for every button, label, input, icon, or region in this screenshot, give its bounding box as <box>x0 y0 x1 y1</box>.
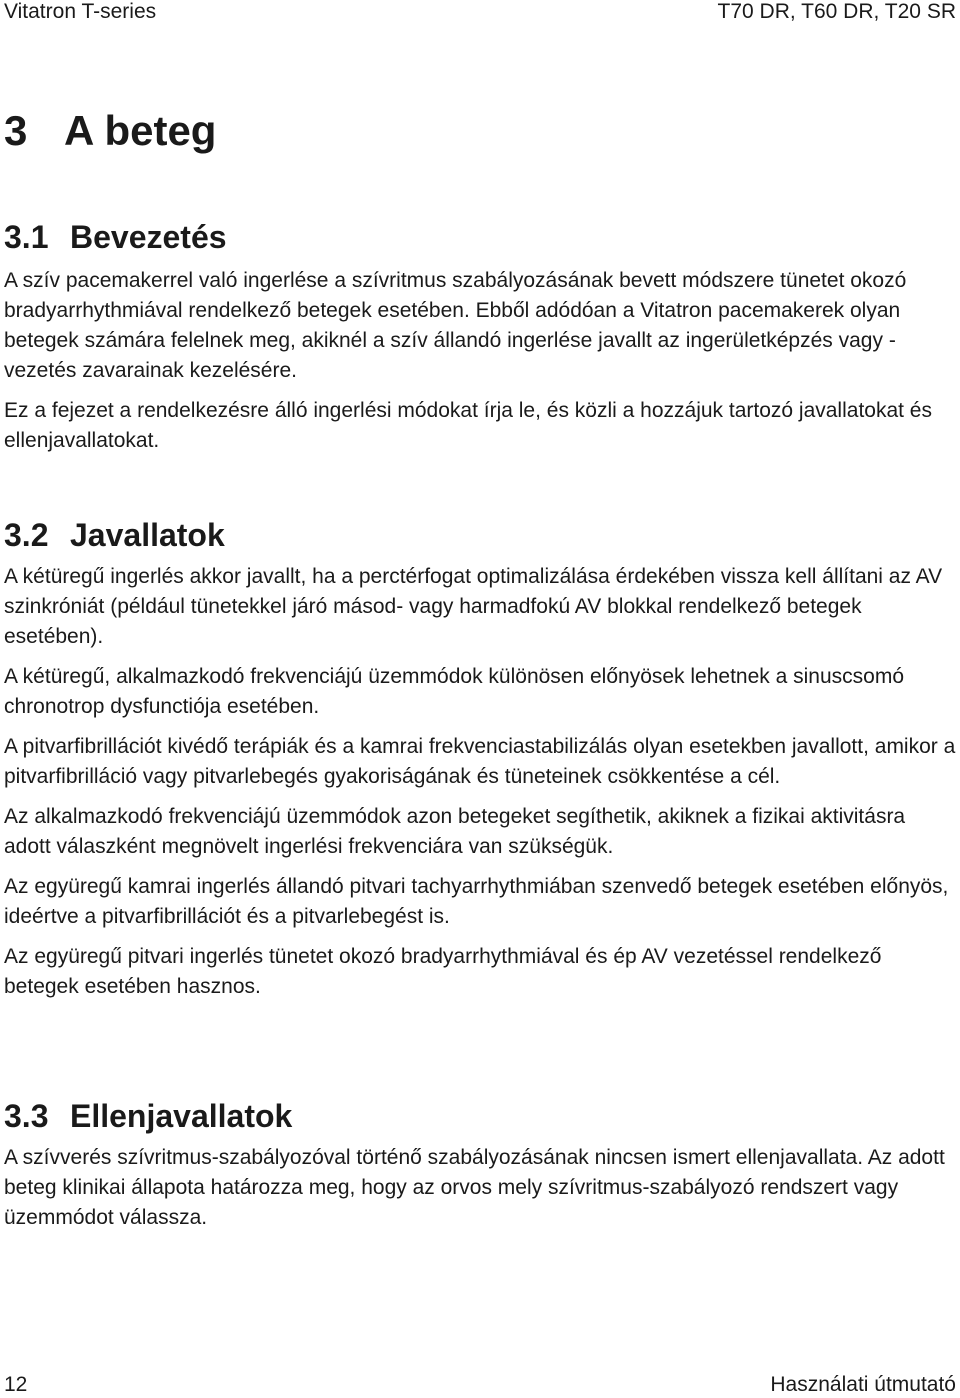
section-javallatok <box>4 515 956 1002</box>
body-paragraph: A kétüregű, alkalmazkodó frekvenciájú üzemmódok különösen előnyösek lehetnek a sinuscsomó chronotrop dysfunctiója esetében. <box>4 665 905 718</box>
section-heading <box>4 217 956 257</box>
section-number: 3.1 <box>4 219 49 255</box>
header-model-list: T70 DR, T60 DR, T20 SR <box>717 0 956 23</box>
section-heading <box>4 1096 956 1136</box>
body-paragraph: Ez a fejezet a rendelkezésre álló ingerlési módokat írja le, és közli a hozzájuk tartozó javallatokat és ellenjavallatokat. <box>4 399 932 452</box>
body-paragraph: A szív pacemakerrel való ingerlése a szívritmus szabályozásának bevett módszere tünetet okozó bradyarrhythmiával rendelkező betegek esetében. Ebből adódóan a Vitatron pacemakerek olyan betegek számára felelnek meg, akiknél a szív állandó ingerlése javallt az ingerületképzés vagy -vezetés zavarainak kezelésére. <box>4 269 907 382</box>
section-number: 3.2 <box>4 517 49 553</box>
page-header <box>4 0 956 25</box>
body-paragraph: A pitvarfibrillációt kivédő terápiák és a kamrai frekvenciastabilizálás olyan esetekben javallott, amikor a pitvarfibrilláció vagy pitvarlebegés gyakoriságának és tüneteinek csökkentése a cél. <box>4 735 956 788</box>
body-paragraph: A szívverés szívritmus-szabályozóval történő szabályozásának nincsen ismert ellenjavallata. Az adott beteg klinikai állapota határozza meg, hogy az orvos mely szívritmus-szabályozó rendszert vagy üzemmódot válassza. <box>4 1146 945 1229</box>
section-bevezetes <box>4 217 956 456</box>
section-ellenjavallatok <box>4 1096 956 1233</box>
header-product-name: Vitatron T-series <box>4 0 157 23</box>
section-heading <box>4 515 956 555</box>
body-paragraph: Az együregű pitvari ingerlés tünetet okozó bradyarrhythmiával és ép AV vezetéssel rendelkező betegek esetében hasznos. <box>4 945 882 998</box>
body-paragraph: A kétüregű ingerlés akkor javallt, ha a perctérfogat optimalizálása érdekében vissza kell állítani az AV szinkróniát (például tünetekkel járó másod- vagy harmadfokú AV blokkal rendelkező betegek esetében). <box>4 565 943 648</box>
chapter-title <box>4 103 216 159</box>
page-number: 12 <box>4 1373 28 1396</box>
section-title-text: Ellenjavallatok <box>70 1098 293 1134</box>
section-title-text: Bevezetés <box>70 219 227 255</box>
body-paragraph: Az alkalmazkodó frekvenciájú üzemmódok azon betegeket segíthetik, akiknek a fizikai aktivitásra adott válaszként megnövelt ingerlési frekvenciára van szükségük. <box>4 805 906 858</box>
section-title-text: Javallatok <box>70 517 225 553</box>
body-paragraph: Az együregű kamrai ingerlés állandó pitvari tachyarrhythmiában szenvedő betegek esetében előnyös, ideértve a pitvarfibrillációt és a pitvarlebegést is. <box>4 875 949 928</box>
chapter-title-text: A beteg <box>64 107 217 154</box>
chapter-number: 3 <box>4 107 28 154</box>
page-footer <box>4 1372 956 1398</box>
section-number: 3.3 <box>4 1098 49 1134</box>
footer-document-title: Használati útmutató <box>770 1373 956 1396</box>
